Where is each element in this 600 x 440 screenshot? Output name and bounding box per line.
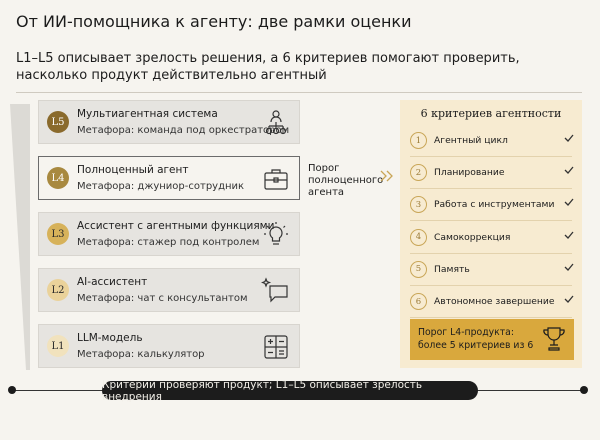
team-orchestrator-icon [261,108,291,138]
criterion-label: Автономное завершение [434,296,555,307]
criteria-panel [400,100,582,368]
criterion-divider [410,285,572,286]
criterion-label: Планирование [434,167,505,179]
threshold-label [308,163,383,199]
page-title: От ИИ-помощника к агенту: две рамки оценки [16,12,412,31]
criterion-divider [410,220,572,221]
level-name: Мультиагентная система [77,108,218,120]
level-badge: L1 [47,335,69,357]
criterion-item [410,291,574,313]
criterion-divider [410,156,572,157]
level-badge: L5 [47,111,69,133]
level-metaphor: Метафора: джуниор-сотрудник [77,181,245,192]
footer-caption: Критерии проверяют продукт; L1–L5 описывает зрелость внедрения [102,381,478,400]
l4-threshold-line-2: более 5 критериев из 6 [418,340,534,351]
criterion-item [410,259,574,281]
criterion-label: Агентный цикл [434,135,508,146]
criterion-label: Самокоррекция [434,231,511,243]
double-chevron-right-icon [380,170,394,182]
level-badge: L2 [47,279,69,301]
criteria-panel-title: 6 критериев агентности [420,107,562,120]
level-metaphor: Метафора: стажер под контролем [77,237,260,248]
level-name: Полноценный агент [77,164,189,176]
level-badge: L4 [47,167,69,189]
level-card-l3 [38,212,300,256]
level-card-l5 [38,100,300,144]
criterion-label: Память [434,263,470,275]
level-badge: L3 [47,223,69,245]
criterion-item [410,130,574,152]
criterion-number: 2 [410,164,427,181]
check-icon [564,165,574,175]
criterion-item [410,162,574,184]
level-card-l2 [38,268,300,312]
level-metaphor: Метафора: калькулятор [77,349,205,360]
criterion-divider [410,317,572,318]
page-subtitle: L1–L5 описывает зрелость решения, а 6 критериев помогают проверить, насколько продукт действительно агентный [16,51,520,83]
level-metaphor: Метафора: команда под оркестратором [77,125,290,136]
check-icon [564,230,574,240]
level-card-l1 [38,324,300,368]
criterion-number: 6 [410,293,427,310]
criterion-divider [410,188,572,189]
level-name: AI-ассистент [77,276,148,288]
criterion-label: Работа с инструментами [434,199,555,211]
level-name: LLM-модель [77,332,143,344]
l4-threshold-text [418,326,533,352]
criterion-number: 4 [410,229,427,246]
level-name: Ассистент с агентными функциями [77,220,275,232]
timeline-end-dot [580,386,588,394]
maturity-wedge [10,104,30,374]
criterion-number: 1 [410,132,427,149]
criterion-item [410,194,574,216]
calculator-icon [261,332,291,362]
criterion-item [410,227,574,249]
chat-sparkle-icon [261,276,291,306]
check-icon [564,262,574,272]
level-card-l4 [38,156,300,200]
timeline-start-dot [8,386,16,394]
criterion-number: 3 [410,196,427,213]
threshold-line-1: Порог [308,163,340,174]
check-icon [564,133,574,143]
criterion-divider [410,253,572,254]
trophy-icon [542,326,566,352]
l4-threshold-box [410,319,574,360]
briefcase-icon [261,164,291,194]
criterion-number: 5 [410,261,427,278]
check-icon [564,197,574,207]
check-icon [564,294,574,304]
lightbulb-icon [261,220,291,250]
l4-threshold-line-1: Порог L4-продукта: [418,327,515,338]
threshold-line-2: полноценного [308,175,384,186]
threshold-line-3: агента [308,187,345,198]
header-divider [16,92,582,93]
level-metaphor: Метафора: чат с консультантом [77,293,248,304]
